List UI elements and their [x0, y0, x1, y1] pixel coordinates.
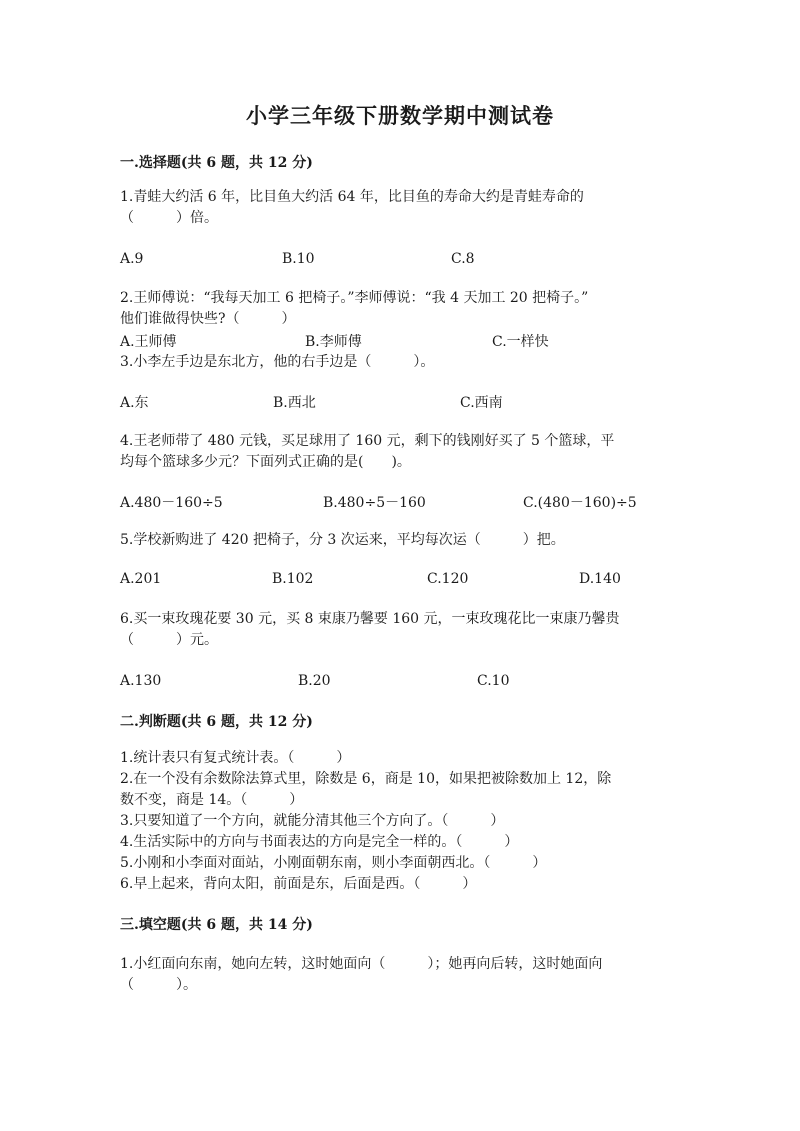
option-a: A.130: [120, 673, 162, 689]
section-heading-judgement: 二.判断题(共 6 题，共 12 分): [120, 714, 313, 730]
question-4-options: [120, 492, 680, 512]
option-b: B.西北: [273, 395, 316, 411]
option-b: B.10: [282, 251, 315, 267]
option-c: C.一样快: [492, 334, 549, 350]
question-6-line-2: （ ）元。: [120, 632, 218, 648]
question-1-line-1: 1.青蛙大约活 6 年，比目鱼大约活 64 年，比目鱼的寿命大约是青蛙寿命的: [120, 189, 584, 205]
question-2-line-1: 2.王师傅说：“我每天加工 6 把椅子。”李师傅说：“我 4 天加工 20 把椅子。”: [120, 290, 589, 306]
option-c: C.(480－160)÷5: [523, 495, 637, 511]
question-6-line-1: 6.买一束玫瑰花要 30 元，买 8 束康乃馨要 160 元，一束玫瑰花比一束康乃馨贵: [120, 611, 620, 627]
question-3-options: [120, 392, 680, 412]
judgement-item-4: 4.生活实际中的方向与书面表达的方向是完全一样的。（ ）: [120, 834, 519, 850]
judgement-item-6: 6.早上起来，背向太阳，前面是东，后面是西。（ ）: [120, 876, 477, 892]
question-2-options: [120, 331, 680, 351]
option-a: A.东: [120, 395, 149, 411]
option-c: C.8: [451, 251, 475, 267]
question-4-line-2: 均每个篮球多少元？下面列式正确的是( )。: [120, 454, 411, 470]
option-b: B.李师傅: [305, 334, 362, 350]
section-heading-fill-in: 三.填空题(共 6 题，共 14 分): [120, 917, 313, 933]
option-c: C.西南: [460, 395, 503, 411]
option-a: A.王师傅: [120, 334, 177, 350]
question-1-options: [120, 251, 680, 271]
question-4-line-1: 4.王老师带了 480 元钱，买足球用了 160 元，剩下的钱刚好买了 5 个篮球，平: [120, 433, 615, 449]
option-b: B.480÷5－160: [323, 495, 426, 511]
question-5-options: [120, 571, 680, 591]
question-6-options: [120, 673, 680, 693]
option-c: C.120: [427, 571, 469, 587]
option-d: D.140: [579, 571, 621, 587]
section-heading-choice: 一.选择题(共 6 题，共 12 分): [120, 155, 313, 171]
page-title: 小学三年级下册数学期中测试卷: [246, 103, 554, 128]
judgement-item-2-line-1: 2.在一个没有余数除法算式里，除数是 6，商是 10，如果把被除数加上 12，除: [120, 771, 612, 787]
option-a: A.480－160÷5: [120, 495, 223, 511]
fill-in-item-1-line-2: （ ）。: [120, 977, 197, 993]
option-a: A.201: [120, 571, 162, 587]
option-a: A.9: [120, 251, 144, 267]
question-1-line-2: （ ）倍。: [120, 210, 218, 226]
judgement-item-2-line-2: 数不变，商是 14。（ ）: [120, 792, 304, 808]
judgement-item-5: 5.小刚和小李面对面站，小刚面朝东南，则小李面朝西北。（ ）: [120, 855, 547, 871]
question-3-line-1: 3.小李左手边是东北方，他的右手边是（ ）。: [120, 354, 435, 370]
option-c: C.10: [477, 673, 510, 689]
judgement-item-1: 1.统计表只有复式统计表。（ ）: [120, 750, 351, 766]
question-5-line-1: 5.学校新购进了 420 把椅子，分 3 次运来，平均每次运（ ）把。: [120, 532, 565, 548]
option-b: B.20: [298, 673, 331, 689]
question-2-line-2: 他们谁做得快些?（ ）: [120, 311, 296, 327]
fill-in-item-1-line-1: 1.小红面向东南，她向左转，这时她面向（ ）；她再向后转，这时她面向: [120, 956, 603, 972]
judgement-item-3: 3.只要知道了一个方向，就能分清其他三个方向了。（ ）: [120, 813, 505, 829]
option-b: B.102: [272, 571, 314, 587]
